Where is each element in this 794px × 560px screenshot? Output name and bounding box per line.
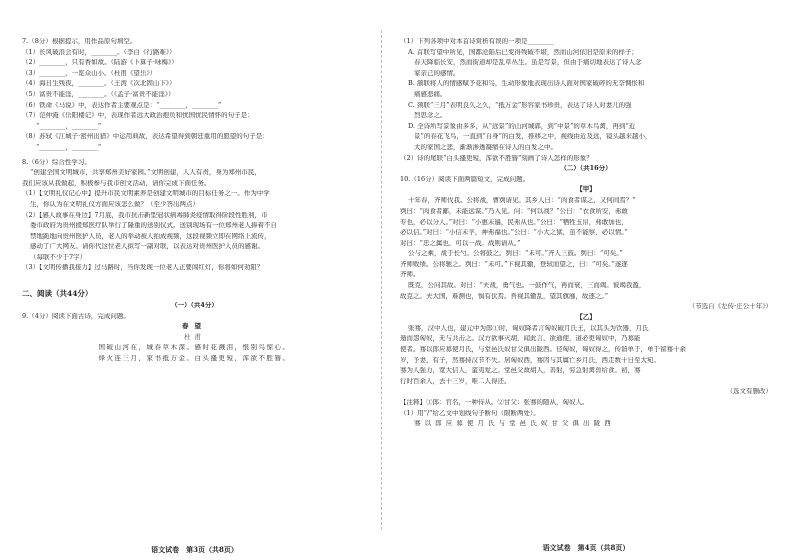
- q9-line: 大的家国之悲，渐渐渗透凝缩在诗人的白发之中。: [414, 143, 557, 151]
- question-9-prompt: 9.（4分）阅读下面古诗，完成问题。: [22, 312, 130, 320]
- subsection-one: （一）（共4分）: [171, 302, 218, 310]
- yi-line: 张骞，汉中人也，建元中为郎①时，匈奴降者言匈奴破月氏王，以其头为饮器，月氏: [408, 324, 649, 332]
- jia-line: 公与之乘，战于长勺。公将鼓之。刿曰：“未可。”齐人三鼓。刿曰：“可矣。”: [408, 250, 623, 258]
- question-10-prompt: 10.（16分）阅读下面两篇短文，完成问题。: [400, 175, 530, 183]
- q10-sentence: 骞 以 郎 应 募 使 月 氏 与 堂 邑 氏 奴 甘 父 俱 出 陇 西: [414, 420, 612, 428]
- q7-line: （1）长风破浪会有时，________。（李白《行路难》）: [22, 48, 176, 56]
- q9-line: A. 首联写望中所见，国都沦陷后已变得残破不堪，然而山河依旧是原来的样子；: [408, 48, 638, 56]
- q8-line: （每联不少于7字）: [30, 253, 87, 261]
- q9-line: 景”的春花飞鸟，一直到“自身”的白发，推移之中，视线由近及远，镜头越来越小，: [414, 133, 652, 141]
- q8-line: 禁地跪地向贵州医护人员，老人的举动被人拍成视频，这段视频立即在网络上流传，: [30, 232, 271, 240]
- annotation-note: 【注释】①郎：官名，一种侍从。②甘父：张骞的随从，匈奴人。: [400, 399, 589, 406]
- q7-line: （3）________，一览众山小。（杜甫《望岳》）: [22, 69, 157, 77]
- q8-line: （1）【文明礼仪记心中】提升市民文明素养是创建文明城市的目标任务之一。作为中学: [22, 190, 270, 198]
- q9-line: C. 颈联“三月”表明良久之久，“抵万金”形容家书珍贵，表达了诗人对妻儿的强: [408, 101, 632, 109]
- q9-line: 痛感悲痛。: [414, 90, 447, 98]
- poem-line: 国破山河在，城春草木深。感时花溅泪，恨别鸟惊心。: [98, 344, 291, 352]
- poem-author: 杜甫: [184, 333, 205, 342]
- q7-line: 7.（8分）根据提示，用作品原句填空。: [22, 38, 137, 45]
- yi-source: （选文有删改）: [726, 388, 772, 396]
- q9-line: D. 全诗所写景象由多多，从“远景”的山河城郭，到“中景”的草木鸟禽，再到“近: [408, 122, 636, 130]
- q9-line: 烈思念之。: [414, 112, 447, 120]
- jia-source: （节选自《左传·庄公十年》）: [688, 303, 772, 311]
- jia-line: 专也，必以分人。”对曰：“小惠未遍，民弗从也。”公曰：“牺牲玉帛，弗敢加也，: [400, 218, 628, 226]
- jia-line: 十年春，齐师伐我。公将战，曹刿请见。其乡人曰：“肉食者谋之，又何间焉？”: [408, 197, 636, 205]
- jia-line: 齐师败绩。公将驰之。刿曰：“未可。”下视其辙，登轼而望之，曰：“可矣。”遂逐: [400, 260, 628, 268]
- q8-line: 感动了广大网友。请你代这位老人拟写一副对联，以表达对贵州医护人员的感谢。: [30, 243, 264, 251]
- q9-line: （2）诗的尾联“白头搔更短，浑欲不胜簪”刻画了诗人怎样的形象？: [400, 154, 593, 162]
- yi-line: 使者。骞以郎应募使月氏，与堂邑氏奴甘父俱出陇西。径匈奴，匈奴得之，传诣单于，单于留骞十余: [400, 346, 686, 354]
- q7-line: （8）苏轼《江城子·密州出猎》中运用典故，表达希望得到朝廷重用的愿望的句子是：: [22, 133, 269, 141]
- left-page: [22, 38, 367, 560]
- q9-line: 家亲己的感情。: [414, 69, 460, 77]
- q7-line: （2）________，只有香如故。（陆游《卜算子·咏梅》）: [22, 59, 178, 67]
- page-footer-left: 语文试卷 第3页（共8页）: [151, 544, 238, 554]
- q9-line: 春天降临长安，然而街道却是乱草丛生。虽是写景，但由于痛切地表达了诗人念: [414, 59, 642, 67]
- poem-title: 春望: [182, 322, 207, 331]
- yi-line: 岁，予妻，有子，然骞持汉节不失。居匈奴西，骞因与其属亡乡月氏，西走数十日至大宛。: [400, 356, 660, 364]
- subsection-two: （二）（共16分）: [560, 165, 612, 173]
- yi-line: 骞为人强力，宽大信人，蛮夷爱之。堂邑父故胡人，善射，穷急射禽兽给食。初，骞: [400, 367, 641, 375]
- yi-line: 遁而怨匈奴，无与共击之。汉方欲事灭胡，闻此言，欲通使，道必更匈奴中，乃募能: [400, 335, 641, 343]
- q7-line: “________，________”: [36, 143, 102, 151]
- jia-line: 故克之。夫大国，难测也，惧有伏焉。吾视其辙乱，望其旗靡，故逐之。”: [400, 292, 609, 300]
- passage-jia: [400, 197, 772, 314]
- passage-jia-tag: 【甲】: [576, 185, 596, 194]
- q7-line: （4）海日生残夜，________。（王湾《次北固山下》）: [22, 80, 176, 88]
- q7-line: （5）富贵不能淫，________。（《孟子·富贵不能淫》）: [22, 90, 175, 98]
- q8-line: 委市政府为贵州援郑医疗队举行了隆重的送别仪式。送别现场有一位郑州老人捧着不自: [30, 222, 277, 230]
- q9-line: （1）下列各项中对本首诗赏析有误的一项是________: [400, 38, 554, 45]
- q8-line: （3）【文明传播我接力】过马路时，当你发现一位老人正要闯红灯，你将如何劝阻？: [22, 264, 264, 272]
- q10-subquestion-1: （1）用“/”给乙文中划线句子断句（限断两处）。: [400, 409, 540, 417]
- q8-line: “创建全国文明城市，共享郑州美好家园。”文明创建，人人有责，身为郑州市民，: [30, 169, 261, 177]
- question-7: [22, 38, 367, 155]
- jia-line: 刿曰：“肉食者鄙，未能远谋。”乃入见。问：“何以战？”公曰：“衣食所安，弗敢: [400, 207, 628, 215]
- jia-line: 必以信。”对曰：“小信未孚，神弗福也。”公曰：“小大之狱，虽不能察，必以情。”: [400, 229, 628, 237]
- question-9-continued: [400, 38, 772, 165]
- poem-line: 烽火连三月，家书抵万金。白头搔更短，浑欲不胜簪。: [98, 354, 291, 362]
- section-heading-reading: 二、阅读（共44分）: [22, 289, 93, 299]
- question-8: [22, 159, 367, 276]
- q8-line: （2）【感人故事在身边】7月底，我市抗击新型冠状病毒肺炎疫情取得阶段性胜利，市: [22, 211, 268, 219]
- q7-line: （6）铁命《马说》中，表达作者主要观点是：“________，________”: [22, 101, 222, 109]
- passage-yi: [400, 325, 772, 399]
- q7-line: “________，________”: [36, 122, 102, 130]
- right-page: [400, 38, 772, 560]
- jia-line: 既克，公问其故。对曰：“夫战，勇气也。一鼓作气，再而衰，三而竭。彼竭我盈，: [408, 282, 646, 290]
- q7-line: （7）范仲淹《岳阳楼记》中，表现作者远大政治抱负和忧国忧民情怀的句子是：: [22, 112, 254, 120]
- q8-line: 我们应该从我做起，积极参与我市创文活动，请你完成下面任务。: [22, 179, 211, 187]
- jia-line: 对曰：“忠之属也，可以一战。战则请从。”: [400, 239, 521, 247]
- passage-yi-tag: 【乙】: [576, 312, 596, 321]
- page-footer-right: 语文试卷 第4页（共8页）: [542, 542, 630, 552]
- jia-line: 齐师。: [400, 271, 420, 279]
- q8-line: 8.（6分）综合性学习。: [22, 158, 91, 166]
- q8-line: 生，你认为在文明礼仪方面应该怎么做？（至少答出两点）: [30, 200, 199, 208]
- yi-line: 行时百余人，去十三岁，唯二人得还。: [400, 377, 511, 385]
- q9-line: B. 颔联将人的情感赋予花和鸟，生动形象地表现出诗人面对国家破碎的无奈惆怅和: [408, 80, 645, 88]
- page-divider: [381, 30, 382, 530]
